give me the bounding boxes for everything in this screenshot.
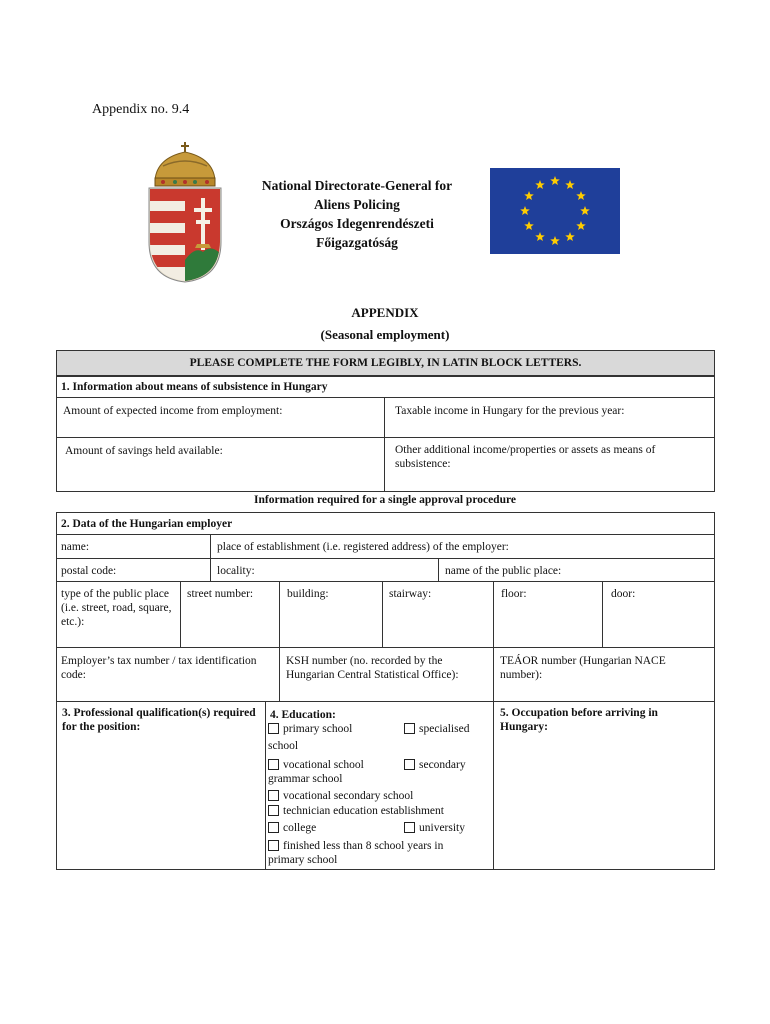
checkbox-icon[interactable]	[268, 759, 279, 770]
form-subtitle: (Seasonal employment)	[320, 327, 450, 342]
authority-line-2: Aliens Policing	[314, 197, 400, 212]
other-income-field[interactable]: Other additional income/properties or assets as means of subsistence:	[395, 444, 656, 470]
education-school-label: school	[268, 740, 299, 752]
authority-name	[238, 176, 476, 252]
public-place-name-field[interactable]: name of the public place:	[445, 565, 562, 577]
form-title: APPENDIX	[351, 305, 419, 320]
education-primary-school-label: primary school	[268, 854, 338, 866]
instruction-banner: PLEASE COMPLETE THE FORM LEGIBLY, IN LATIN BLOCK LETTERS.	[56, 350, 715, 376]
education-primary-option[interactable]: primary school	[268, 722, 352, 736]
floor-field[interactable]: floor:	[501, 588, 527, 600]
checkbox-icon[interactable]	[268, 840, 279, 851]
education-specialised-option[interactable]: specialised	[404, 722, 469, 736]
authority-line-3: Országos Idegenrendészeti	[280, 216, 434, 231]
education-less-than-8-option[interactable]: finished less than 8 school years in	[268, 839, 443, 853]
expected-income-field[interactable]: Amount of expected income from employment:	[63, 405, 283, 417]
education-college-option[interactable]: college	[268, 821, 316, 835]
education-vocational-option[interactable]: vocational school	[268, 758, 364, 772]
checkbox-icon[interactable]	[268, 790, 279, 801]
postal-code-field[interactable]: postal code:	[61, 565, 117, 577]
locality-field[interactable]: locality:	[217, 565, 255, 577]
taxable-income-field[interactable]: Taxable income in Hungary for the previous year:	[395, 405, 625, 417]
section-2-heading: 2. Data of the Hungarian employer	[61, 518, 233, 530]
section-4-heading: 4. Education:	[270, 709, 336, 721]
checkbox-icon[interactable]	[404, 723, 415, 734]
public-place-type-field[interactable]: type of the public place (i.e. street, road, square, etc.):	[61, 588, 172, 628]
teaor-number-field[interactable]: TEÁOR number (Hungarian NACE number):	[500, 655, 666, 681]
checkbox-icon[interactable]	[268, 822, 279, 833]
education-secondary-option[interactable]: secondary	[404, 758, 466, 772]
single-procedure-heading: Information required for a single approval procedure	[254, 494, 516, 506]
building-field[interactable]: building:	[287, 588, 329, 600]
section-5-heading: 5. Occupation before arriving in Hungary:	[500, 707, 658, 733]
authority-line-1: National Directorate-General for	[261, 178, 453, 193]
education-technician-option[interactable]: technician education establishment	[268, 804, 444, 818]
eu-flag-icon	[490, 168, 620, 254]
appendix-number: Appendix no. 9.4	[92, 102, 190, 117]
checkbox-icon[interactable]	[268, 723, 279, 734]
education-university-option[interactable]: university	[404, 821, 465, 835]
section-1-heading: 1. Information about means of subsistence in Hungary	[61, 381, 328, 393]
education-voc-secondary-option[interactable]: vocational secondary school	[268, 789, 413, 803]
tax-number-field[interactable]: Employer’s tax number / tax identification code:	[61, 655, 257, 681]
checkbox-icon[interactable]	[268, 805, 279, 816]
hungarian-coat-of-arms-icon	[145, 142, 225, 284]
street-number-field[interactable]: street number:	[187, 588, 254, 600]
checkbox-icon[interactable]	[404, 822, 415, 833]
authority-line-4: Főigazgatóság	[316, 235, 398, 250]
ksh-number-field[interactable]: KSH number (no. recorded by the Hungarian Central Statistical Office):	[286, 655, 459, 681]
employer-name-field[interactable]: name:	[61, 541, 90, 553]
checkbox-icon[interactable]	[404, 759, 415, 770]
establishment-field[interactable]: place of establishment (i.e. registered address) of the employer:	[217, 541, 509, 553]
door-field[interactable]: door:	[611, 588, 636, 600]
education-grammar-label: grammar school	[268, 773, 343, 785]
stairway-field[interactable]: stairway:	[389, 588, 432, 600]
section-3-heading: 3. Professional qualification(s) required for the position:	[62, 707, 256, 733]
savings-field[interactable]: Amount of savings held available:	[65, 445, 223, 457]
